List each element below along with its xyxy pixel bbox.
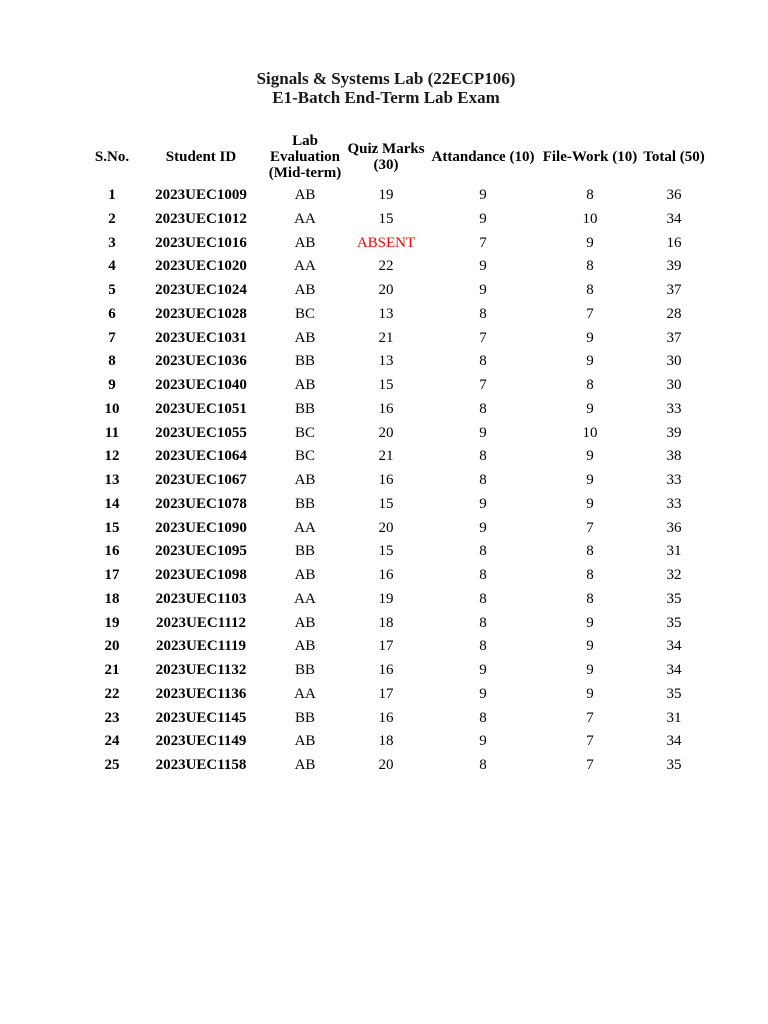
cell-total: 36 [666,187,682,203]
cell-student-id: 2023UEC1090 [155,519,247,536]
cell-lab-evaluation: AB [294,757,316,773]
cell-attendance: 8 [479,567,487,583]
cell-lab-evaluation: BB [294,495,315,512]
table-row [88,279,706,303]
table-row [88,588,706,612]
cell-student-id: 2023UEC1098 [155,567,247,583]
cell-attendance: 9 [479,424,487,441]
cell-lab-evaluation: AB [294,329,316,346]
cell-lab-evaluation: AA [294,590,316,607]
cell-total: 34 [666,638,682,655]
cell-file-work: 9 [586,353,594,370]
cell-lab-evaluation: BC [294,424,315,441]
table-row [88,659,706,683]
header-file-work: File-Work (10) [542,149,638,165]
cell-file-work: 7 [586,757,594,773]
cell-attendance: 9 [479,282,487,298]
table-row [88,184,706,208]
cell-attendance: 9 [479,685,487,702]
table-row [88,422,706,446]
cell-student-id: 2023UEC1149 [155,733,247,750]
cell-attendance: 9 [479,210,487,227]
table-row [88,469,706,493]
cell-file-work: 8 [586,258,594,275]
cell-total: 35 [666,590,682,607]
table-row [88,327,706,351]
cell-student-id: 2023UEC1132 [155,662,247,678]
cell-sno: 7 [108,329,116,346]
cell-file-work: 7 [586,305,594,322]
header-lab-evaluation-line3: (Mid-term) [268,165,342,181]
document-title [0,69,768,107]
cell-quiz-marks: 20 [378,519,394,536]
cell-attendance: 8 [479,543,487,560]
cell-attendance: 9 [479,662,487,678]
cell-file-work: 7 [586,519,594,536]
cell-attendance: 8 [479,638,487,655]
cell-student-id: 2023UEC1078 [155,495,247,512]
cell-lab-evaluation: AB [294,638,316,655]
cell-file-work: 9 [586,234,594,251]
cell-lab-evaluation: AA [294,210,316,227]
cell-lab-evaluation: AA [294,685,316,702]
cell-file-work: 8 [586,187,594,203]
cell-sno: 11 [104,424,120,441]
cell-lab-evaluation: AB [294,472,316,488]
cell-file-work: 9 [586,448,594,465]
table-row [88,303,706,327]
cell-sno: 15 [104,519,120,536]
cell-total: 31 [666,709,682,726]
cell-quiz-marks: 17 [378,685,394,702]
cell-total: 36 [666,519,682,536]
header-lab-evaluation [266,130,344,184]
cell-sno: 23 [104,709,120,726]
cell-student-id: 2023UEC1016 [155,234,247,251]
cell-total: 33 [666,400,682,417]
cell-student-id: 2023UEC1095 [155,543,247,560]
cell-lab-evaluation: AB [294,234,316,251]
header-quiz-marks-line2: (30) [373,157,399,173]
cell-sno: 6 [108,305,116,322]
cell-total: 34 [666,662,682,678]
cell-attendance: 7 [479,377,487,393]
cell-lab-evaluation: BB [294,400,315,417]
cell-quiz-marks: 20 [378,757,394,773]
header-sno: S.No. [94,149,130,165]
cell-sno: 10 [104,400,120,417]
header-attendance: Attandance (10) [431,149,535,165]
cell-total: 35 [666,614,682,631]
table-row [88,730,706,754]
cell-attendance: 8 [479,305,487,322]
cell-total: 38 [666,448,682,465]
cell-file-work: 9 [586,662,594,678]
cell-student-id: 2023UEC1024 [155,282,247,298]
cell-quiz-marks: 17 [378,638,394,655]
cell-student-id: 2023UEC1051 [155,400,247,417]
cell-quiz-marks: 18 [378,614,394,631]
cell-file-work: 7 [586,709,594,726]
cell-quiz-marks: 16 [378,567,394,583]
cell-quiz-marks: 16 [378,662,394,678]
cell-total: 34 [666,733,682,750]
cell-file-work: 8 [586,590,594,607]
header-lab-evaluation-line2: Evaluation [269,149,341,165]
cell-attendance: 8 [479,448,487,465]
cell-quiz-marks: 16 [378,472,394,488]
cell-quiz-marks: 13 [378,353,394,370]
cell-total: 35 [666,685,682,702]
cell-quiz-marks: 21 [378,329,394,346]
cell-quiz-marks: 15 [378,495,394,512]
header-quiz-marks [344,130,428,184]
cell-sno: 1 [108,187,116,203]
cell-quiz-marks: 19 [378,590,394,607]
cell-quiz-marks: 18 [378,733,394,750]
table-row [88,493,706,517]
table-row [88,683,706,707]
title-line-exam: E1-Batch End-Term Lab Exam [272,88,500,107]
cell-file-work: 9 [586,329,594,346]
cell-student-id: 2023UEC1103 [155,590,247,607]
cell-attendance: 9 [479,187,487,203]
cell-student-id: 2023UEC1136 [155,685,247,702]
cell-file-work: 9 [586,685,594,702]
cell-lab-evaluation: AA [294,258,316,275]
table-row [88,374,706,398]
cell-attendance: 8 [479,400,487,417]
table-body [88,184,706,778]
table-row [88,255,706,279]
cell-total: 30 [666,377,682,393]
cell-lab-evaluation: AB [294,187,316,203]
cell-file-work: 9 [586,614,594,631]
cell-total: 32 [666,567,682,583]
cell-student-id: 2023UEC1119 [155,638,246,655]
cell-sno: 12 [104,448,120,465]
cell-student-id: 2023UEC1145 [155,709,247,726]
cell-student-id: 2023UEC1158 [155,757,247,773]
cell-quiz-marks: ABSENT [356,234,416,251]
cell-student-id: 2023UEC1067 [155,472,247,488]
cell-sno: 2 [108,210,116,227]
cell-total: 33 [666,495,682,512]
cell-attendance: 8 [479,353,487,370]
cell-sno: 5 [108,282,116,298]
cell-attendance: 9 [479,519,487,536]
cell-total: 30 [666,353,682,370]
table-row [88,398,706,422]
cell-attendance: 7 [479,234,487,251]
cell-lab-evaluation: AB [294,733,316,750]
cell-attendance: 8 [479,614,487,631]
table-row [88,754,706,778]
cell-student-id: 2023UEC1009 [155,187,247,203]
cell-file-work: 8 [586,543,594,560]
cell-total: 39 [666,424,682,441]
cell-file-work: 10 [582,424,598,441]
cell-student-id: 2023UEC1036 [155,353,247,370]
cell-lab-evaluation: AB [294,567,316,583]
table-row [88,445,706,469]
cell-attendance: 9 [479,258,487,275]
cell-lab-evaluation: AB [294,614,316,631]
cell-quiz-marks: 15 [378,210,394,227]
cell-lab-evaluation: BB [294,353,315,370]
cell-file-work: 10 [582,210,598,227]
cell-sno: 16 [104,543,120,560]
cell-lab-evaluation: BB [294,662,315,678]
cell-attendance: 9 [479,733,487,750]
cell-lab-evaluation: AA [294,519,316,536]
table-row [88,208,706,232]
cell-quiz-marks: 20 [378,282,394,298]
cell-student-id: 2023UEC1055 [155,424,247,441]
cell-file-work: 8 [586,282,594,298]
cell-student-id: 2023UEC1031 [155,329,247,346]
cell-student-id: 2023UEC1064 [155,448,247,465]
cell-file-work: 9 [586,400,594,417]
cell-quiz-marks: 21 [378,448,394,465]
cell-attendance: 9 [479,495,487,512]
cell-lab-evaluation: BC [294,305,315,322]
header-row [88,130,706,184]
cell-sno: 25 [104,757,120,773]
table-row [88,635,706,659]
cell-lab-evaluation: BB [294,709,315,726]
table-row [88,232,706,256]
table-row [88,564,706,588]
cell-attendance: 7 [479,329,487,346]
cell-sno: 22 [104,685,120,702]
cell-attendance: 8 [479,709,487,726]
cell-total: 37 [666,282,682,298]
header-lab-evaluation-line1: Lab [292,133,318,149]
cell-total: 28 [666,305,682,322]
cell-student-id: 2023UEC1012 [155,210,247,227]
cell-quiz-marks: 20 [378,424,394,441]
cell-sno: 24 [104,733,120,750]
cell-sno: 20 [104,638,120,655]
cell-attendance: 8 [479,472,487,488]
table-row [88,540,706,564]
cell-student-id: 2023UEC1112 [155,614,246,631]
cell-file-work: 9 [586,638,594,655]
cell-total: 34 [666,210,682,227]
cell-student-id: 2023UEC1020 [155,258,247,275]
cell-quiz-marks: 13 [378,305,394,322]
cell-lab-evaluation: BB [294,543,315,560]
cell-lab-evaluation: AB [294,377,316,393]
cell-student-id: 2023UEC1040 [155,377,247,393]
title-line-course: Signals & Systems Lab (22ECP106) [256,69,516,88]
cell-sno: 18 [104,590,120,607]
cell-sno: 4 [108,258,116,275]
cell-total: 37 [666,329,682,346]
cell-file-work: 9 [586,495,594,512]
cell-sno: 19 [104,614,120,631]
header-quiz-marks-line1: Quiz Marks [347,141,425,157]
cell-quiz-marks: 16 [378,709,394,726]
cell-lab-evaluation: AB [294,282,316,298]
header-student-id: Student ID [165,149,237,165]
cell-file-work: 8 [586,377,594,393]
cell-total: 35 [666,757,682,773]
header-total: Total (50) [643,149,705,165]
cell-sno: 3 [108,234,116,251]
cell-file-work: 9 [586,472,594,488]
cell-sno: 21 [104,662,120,678]
cell-total: 39 [666,258,682,275]
cell-total: 31 [666,543,682,560]
cell-attendance: 8 [479,757,487,773]
cell-sno: 14 [104,495,120,512]
cell-quiz-marks: 15 [378,543,394,560]
cell-quiz-marks: 15 [378,377,394,393]
cell-quiz-marks: 19 [378,187,394,203]
table-row [88,350,706,374]
cell-quiz-marks: 16 [378,400,394,417]
cell-total: 33 [666,472,682,488]
marks-table [88,130,706,778]
cell-attendance: 8 [479,590,487,607]
table-row [88,612,706,636]
cell-sno: 9 [108,377,116,393]
cell-student-id: 2023UEC1028 [155,305,247,322]
cell-file-work: 8 [586,567,594,583]
cell-quiz-marks: 22 [378,258,394,275]
cell-sno: 8 [108,353,116,370]
cell-total: 16 [666,234,682,251]
cell-file-work: 7 [586,733,594,750]
cell-sno: 13 [104,472,120,488]
table-header [88,130,706,184]
cell-lab-evaluation: BC [294,448,315,465]
table-row [88,517,706,541]
cell-sno: 17 [104,567,120,583]
table-row [88,707,706,731]
